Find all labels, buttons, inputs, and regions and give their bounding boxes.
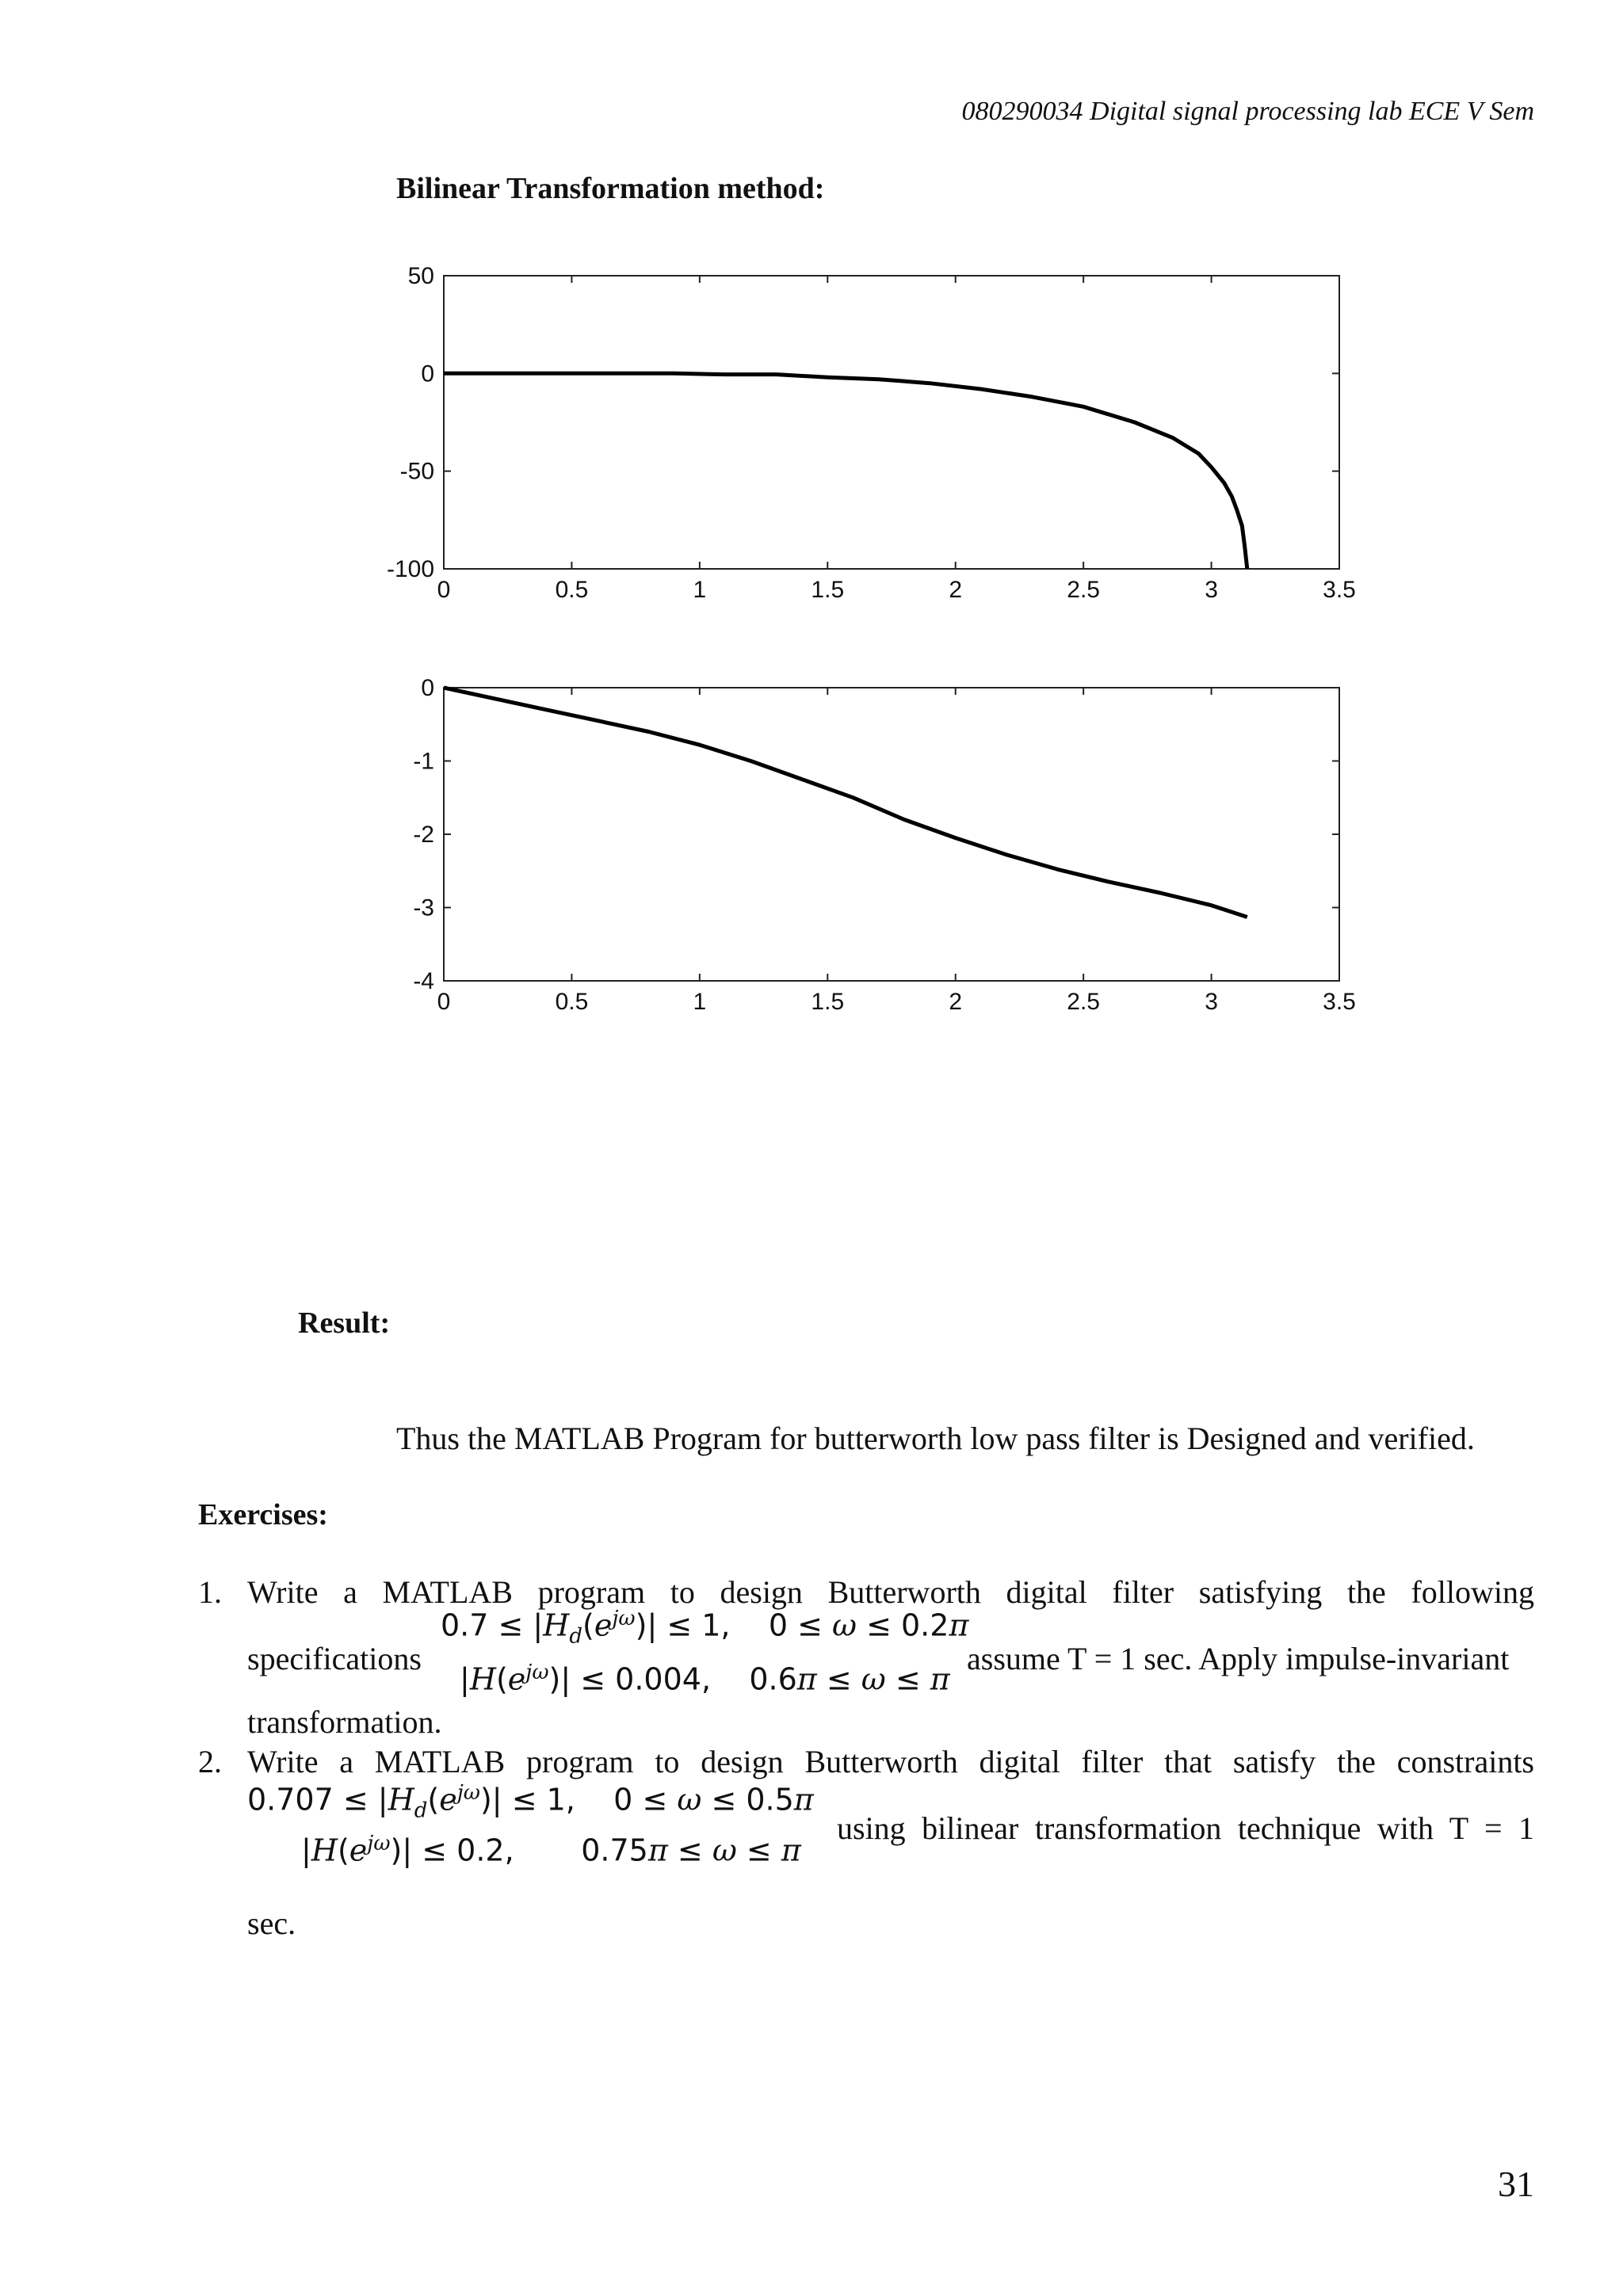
section-title: Bilinear Transformation method:	[396, 172, 825, 205]
exercise-text: Write a MATLAB program to design Butterworth digital filter that satisfy the constraints	[247, 1744, 1534, 1779]
result-text: Thus the MATLAB Program for butterworth low pass filter is Designed and verified.	[396, 1421, 1475, 1456]
page-number: 31	[1498, 2164, 1534, 2204]
y-tick-label: -2	[413, 822, 434, 848]
exercise-suffix: using bilinear transformation technique with T = 1	[837, 1810, 1534, 1846]
x-tick-label: 0.5	[555, 577, 589, 603]
exercises-heading: Exercises:	[198, 1498, 328, 1531]
exercise-number: 2.	[198, 1744, 222, 1779]
x-tick-label: 2	[949, 989, 963, 1015]
x-tick-label: 1.5	[811, 577, 845, 603]
exercise-suffix: assume T = 1 sec. Apply impulse-invariant	[967, 1641, 1510, 1676]
tick-labels	[413, 675, 1356, 1015]
exercise-prefix: specifications	[247, 1641, 422, 1676]
y-tick-label: -1	[413, 748, 434, 775]
x-tick-label: 3	[1205, 989, 1218, 1015]
x-tick-label: 2.5	[1067, 577, 1101, 603]
exercise-text: Write a MATLAB program to design Butterworth digital filter satisfying the following	[247, 1574, 1534, 1610]
exercise-spec-stopband: $|H(e^{j\omega})| \le 0.004$, 0.6π ≤ ω ≤ π	[460, 1661, 950, 1697]
magnitude-plot	[365, 254, 1363, 610]
plot-frame	[444, 276, 1339, 569]
y-tick-label: -3	[413, 894, 434, 921]
plot-frame	[444, 688, 1339, 981]
x-tick-label: 0	[437, 577, 451, 603]
exercise-spec-passband: $0.707 \le |H_d(e^{j\omega})| \le 1$, 0 ≤ ω ≤ 0.5π	[247, 1781, 814, 1823]
x-tick-label: 0.5	[555, 989, 589, 1015]
exercise-spec-passband: $0.7 \le |H_d(e^{j\omega})| \le 1$, 0 ≤ ω ≤ 0.2π	[441, 1607, 969, 1649]
series-line	[444, 688, 1247, 917]
x-tick-label: 2.5	[1067, 989, 1101, 1015]
exercise-line-end: transformation.	[247, 1704, 442, 1740]
y-tick-label: 50	[407, 263, 434, 289]
tick-labels	[387, 263, 1356, 603]
x-tick-label: 2	[949, 577, 963, 603]
x-tick-label: 0	[437, 989, 451, 1015]
x-tick-label: 1	[693, 577, 707, 603]
x-tick-label: 1	[693, 989, 707, 1015]
exercise-spec-stopband: $|H(e^{j\omega})| \le 0.2$, 0.75π ≤ ω ≤ π	[301, 1832, 801, 1868]
running-header: 080290034 Digital signal processing lab ECE V Sem	[961, 97, 1534, 126]
y-tick-label: 0	[421, 360, 434, 387]
result-heading: Result:	[298, 1306, 391, 1340]
x-tick-label: 3	[1205, 577, 1218, 603]
y-tick-label: -50	[399, 458, 434, 485]
exercise-number: 1.	[198, 1574, 222, 1610]
y-tick-label: -100	[386, 556, 434, 582]
y-tick-label: 0	[421, 675, 434, 701]
series-line	[444, 373, 1247, 569]
exercise-line-end: sec.	[247, 1905, 296, 1941]
x-tick-label: 3.5	[1323, 989, 1356, 1015]
x-tick-label: 3.5	[1323, 577, 1356, 603]
tick-marks	[444, 688, 1339, 981]
phase-plot	[365, 666, 1363, 1022]
x-tick-label: 1.5	[811, 989, 845, 1015]
y-tick-label: -4	[413, 968, 434, 994]
tick-marks	[444, 276, 1339, 569]
